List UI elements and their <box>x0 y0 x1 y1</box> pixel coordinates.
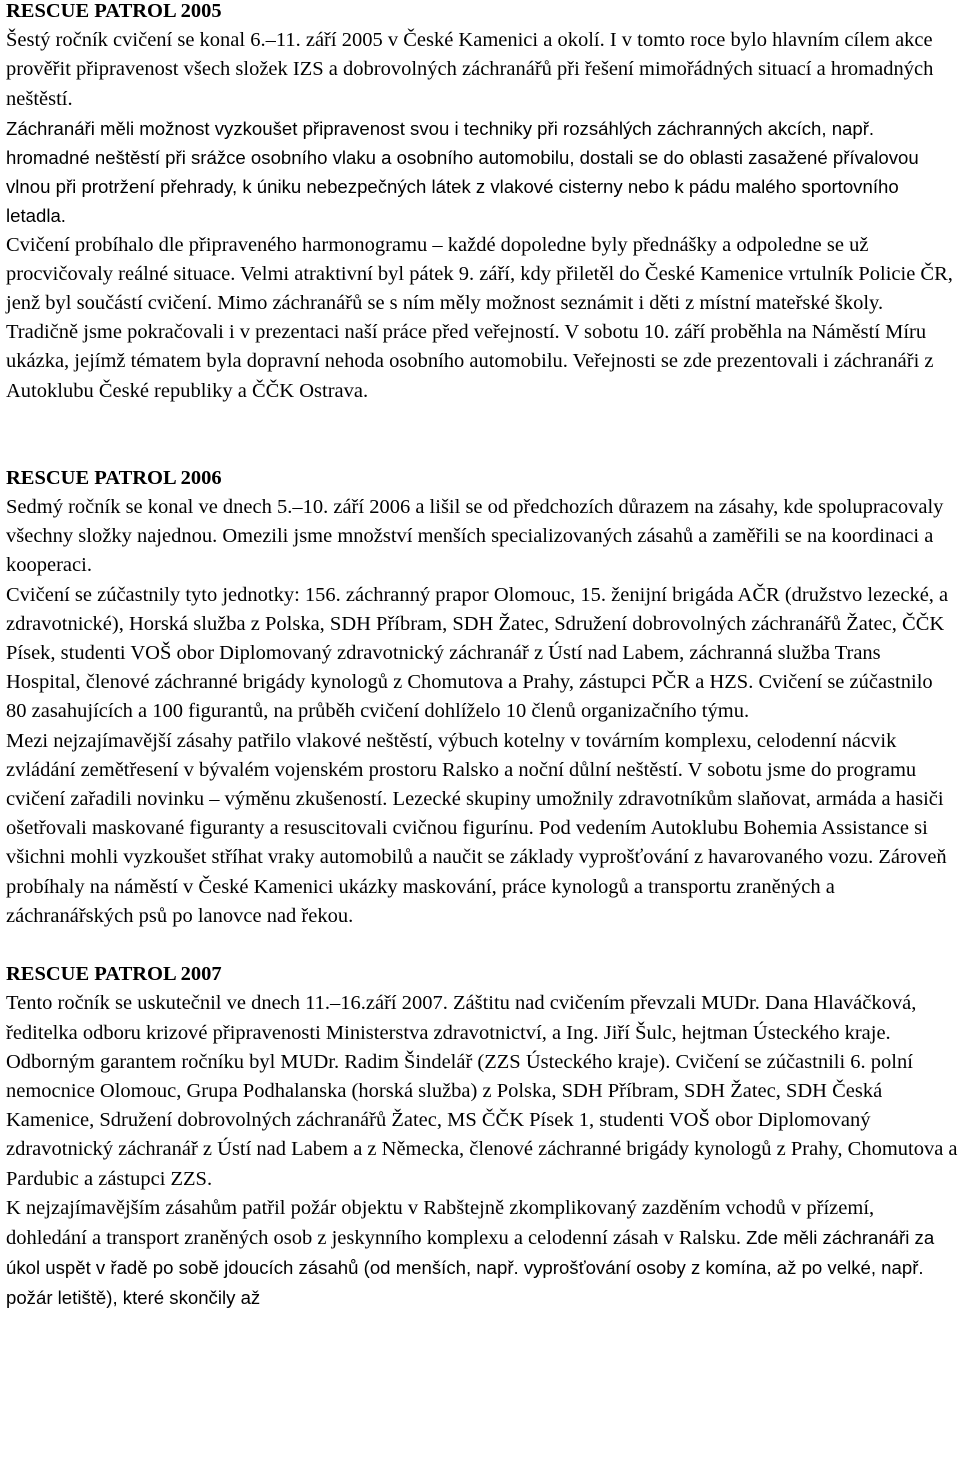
section-2007 <box>6 960 958 1313</box>
document-page <box>6 0 958 1314</box>
paragraph-sans-part: Zde měli záchranáři za úkol uspět v řadě po sobě jdoucích zásahů (od menších, např. vyprošťování osoby z komína, až po velké, např. požár letiště), které skončily až <box>6 1226 935 1309</box>
paragraph: Šestý ročník cvičení se konal 6.–11. září 2005 v České Kamenici a okolí. I v tomto roce bylo hlavním cílem akce prověřit připravenost všech složek IZS a dobrovolných záchranářů při řešení mimořádných situací a hromadných neštěstí. <box>6 29 934 110</box>
section-heading: RESCUE PATROL 2006 <box>6 466 222 489</box>
paragraph: Tento ročník se uskutečnil ve dnech 11.–16.září 2007. Záštitu nad cvičením převzali MUDr. Dana Hlaváčková, ředitelka odboru krizové připravenosti Ministerstva zdravotnictví, a Ing. Jiří Šulc, hejtman Ústeckého kraje. Odborným garantem ročníku byl MUDr. Radim Šindelář (ZZS Ústeckého kraje). Cvičení se zúčastnili 6. polní nemocnice Olomouc, Grupa Podhalanska (horská služba) z Polska, SDH Příbram, SDH Žatec, SDH Česká Kamenice, Sdružení dobrovolných záchranářů Žatec, MS ČČK Písek 1, studenti VOŠ obor Diplomovaný zdravotnický záchranář z Ústí nad Labem a z Německa, členové záchranné brigády kynologů z Prahy, Chomutova a Pardubic a zástupci ZZS. <box>6 992 958 1190</box>
paragraph: Cvičení se zúčastnily tyto jednotky: 156. záchranný prapor Olomouc, 15. ženijní brigáda AČR (družstvo lezecké, a zdravotnické), Horská služba z Polska, SDH Příbram, SDH Žatec, Sdružení dobrovolných záchranářů Žatec, ČČK Písek, studenti VOŠ obor Diplomovaný zdravotnický záchranář z Ústí nad Labem, záchranná služba Trans Hospital, členové záchranné brigády kynologů z Chomutova a Prahy, zástupci PČR a HZS. Cvičení se zúčastnilo 80 zasahujících a 100 figurantů, na průběh cvičení dohlíželo 10 členů organizačního týmu. <box>6 583 949 723</box>
paragraph: Cvičení probíhalo dle připraveného harmonogramu – každé dopoledne byly přednášky a odpoledne se už procvičovaly reálné situace. Velmi atraktivní byl pátek 9. září, kdy přiletěl do České Kamenice vrtulník Policie ČR, jenž byl součástí cvičení. Mimo záchranářů se s ním měly možnost seznámit i děti z místní mateřské školy. <box>6 233 953 315</box>
paragraph: Tradičně jsme pokračovali i v prezentaci naší práce před veřejností. V sobotu 10. září proběhla na Náměstí Míru ukázka, jejímž tématem byla dopravní nehoda osobního automobilu. Veřejnosti se zde prezentovali i záchranáři z Autoklubu České republiky a ČČK Ostrava. <box>6 321 934 402</box>
paragraph-serif-part: K nejzajímavějším zásahům patřil požár objektu v Rabštejně zkomplikovaný zazděním vchodů v přízemí, dohledání a transport zraněných osob z jeskynního komplexu a celodenní zásah v Ralsku. <box>6 1196 875 1249</box>
section-spacer <box>6 931 958 960</box>
section-2006 <box>6 464 958 931</box>
paragraph: Sedmý ročník se konal ve dnech 5.–10. září 2006 a lišil se od předchozích důrazem na zásahy, kde spolupracovaly všechny složky najednou. Omezili jsme množství menších specializovaných zásahů a zaměřili se na koordinaci a kooperaci. <box>6 496 944 577</box>
paragraph: Mezi nejzajímavější zásahy patřilo vlakové neštěstí, výbuch kotelny v továrním komplexu, celodenní nácvik zvládání zemětřesení v bývalém vojenském prostoru Ralsko a noční důlní neštěstí. V sobotu jsme do programu cvičení zařadili novinku – výměnu zkušeností. Lezecké skupiny umožnily zdravotníkům slaňovat, armáda a hasiči ošetřovali maskované figuranty a resuscitovali cvičnou figurínu. Pod vedením Autoklubu Bohemia Assistance si všichni mohli vyzkoušet stříhat vraky automobilů a naučit se základy vyprošťování z havarovaného vozu. Zároveň probíhaly na náměstí v České Kamenici ukázky maskování, práce kynologů a transportu zraněných a záchranářských psů po lanovce nad řekou. <box>6 729 947 927</box>
paragraph-mixed <box>6 1194 958 1314</box>
section-2005 <box>6 0 958 406</box>
section-spacer <box>6 406 958 464</box>
section-heading: RESCUE PATROL 2007 <box>6 963 222 986</box>
section-heading: RESCUE PATROL 2005 <box>6 0 222 22</box>
paragraph-sans: Záchranáři měli možnost vyzkoušet připravenost svou i techniky při rozsáhlých záchranných akcích, např. hromadné neštěstí při srážce osobního vlaku a osobního automobilu, dostali se do oblasti zasažené přívalovou vlnou při protržení přehrady, k úniku nebezpečných látek z vlakové cisterny nebo k pádu malého sportovního letadla. <box>6 117 919 227</box>
